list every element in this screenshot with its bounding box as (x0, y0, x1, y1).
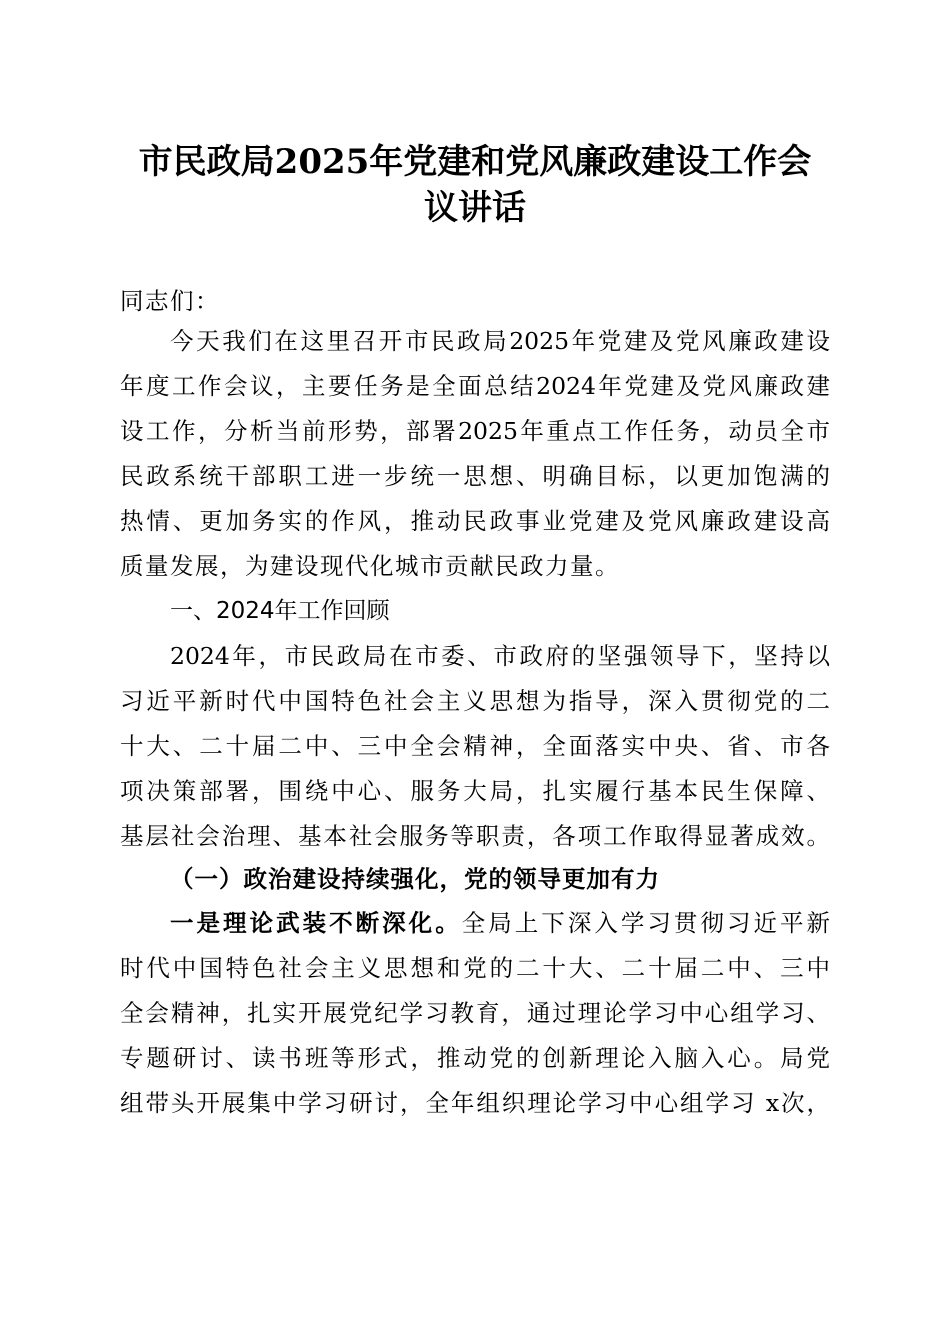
section1-line-2: 习近平新时代中国特色社会主义思想为指导，深入贯彻党的二 (120, 687, 830, 715)
section1-line-3: 十大、二十届二中、三中全会精神，全面落实中央、省、市各 (120, 732, 830, 760)
salutation: 同志们： (120, 287, 220, 315)
section1-line-5: 基层社会治理、基本社会服务等职责，各项工作取得显著成效。 (120, 822, 830, 850)
sub1-line-5: 组带头开展集中学习研讨，全年组织理论学习中心组学习 x次， (120, 1089, 830, 1117)
document-title-line-1: 市民政局2025年党建和党风廉政建设工作会 (138, 142, 812, 182)
intro-line-6: 质量发展，为建设现代化城市贡献民政力量。 (120, 552, 620, 580)
sub1-line-3: 全会精神，扎实开展党纪学习教育，通过理论学习中心组学习、 (120, 999, 830, 1027)
section-heading-1: 一、2024年工作回顾 (170, 598, 390, 624)
subsection-heading-1: （一）政治建设持续强化，党的领导更加有力 (170, 865, 660, 893)
intro-line-1: 今天我们在这里召开市民政局2025年党建及党风廉政建设 (170, 327, 830, 355)
sub1-lead-rest: 全局上下深入学习贯彻习近平新 (461, 909, 831, 937)
sub1-line-1 (120, 908, 830, 938)
section1-line-1: 2024年，市民政局在市委、市政府的坚强领导下，坚持以 (170, 642, 830, 670)
intro-line-2: 年度工作会议，主要任务是全面总结2024年党建及党风廉政建 (120, 372, 830, 400)
intro-line-5: 热情、更加务实的作风，推动民政事业党建及党风廉政建设高 (120, 507, 830, 535)
intro-line-4: 民政系统干部职工进一步统一思想、明确目标，以更加饱满的 (120, 462, 830, 490)
section1-line-4: 项决策部署，围绕中心、服务大局，扎实履行基本民生保障、 (120, 777, 830, 805)
document-title-line-2: 议讲话 (424, 188, 526, 228)
sub1-lead: 一是理论武装不断深化。 (170, 909, 462, 937)
sub1-line-2: 时代中国特色社会主义思想和党的二十大、二十届二中、三中 (120, 954, 830, 982)
sub1-line-4: 专题研讨、读书班等形式，推动党的创新理论入脑入心。局党 (120, 1044, 830, 1072)
intro-line-3: 设工作，分析当前形势，部署2025年重点工作任务，动员全市 (120, 417, 830, 445)
